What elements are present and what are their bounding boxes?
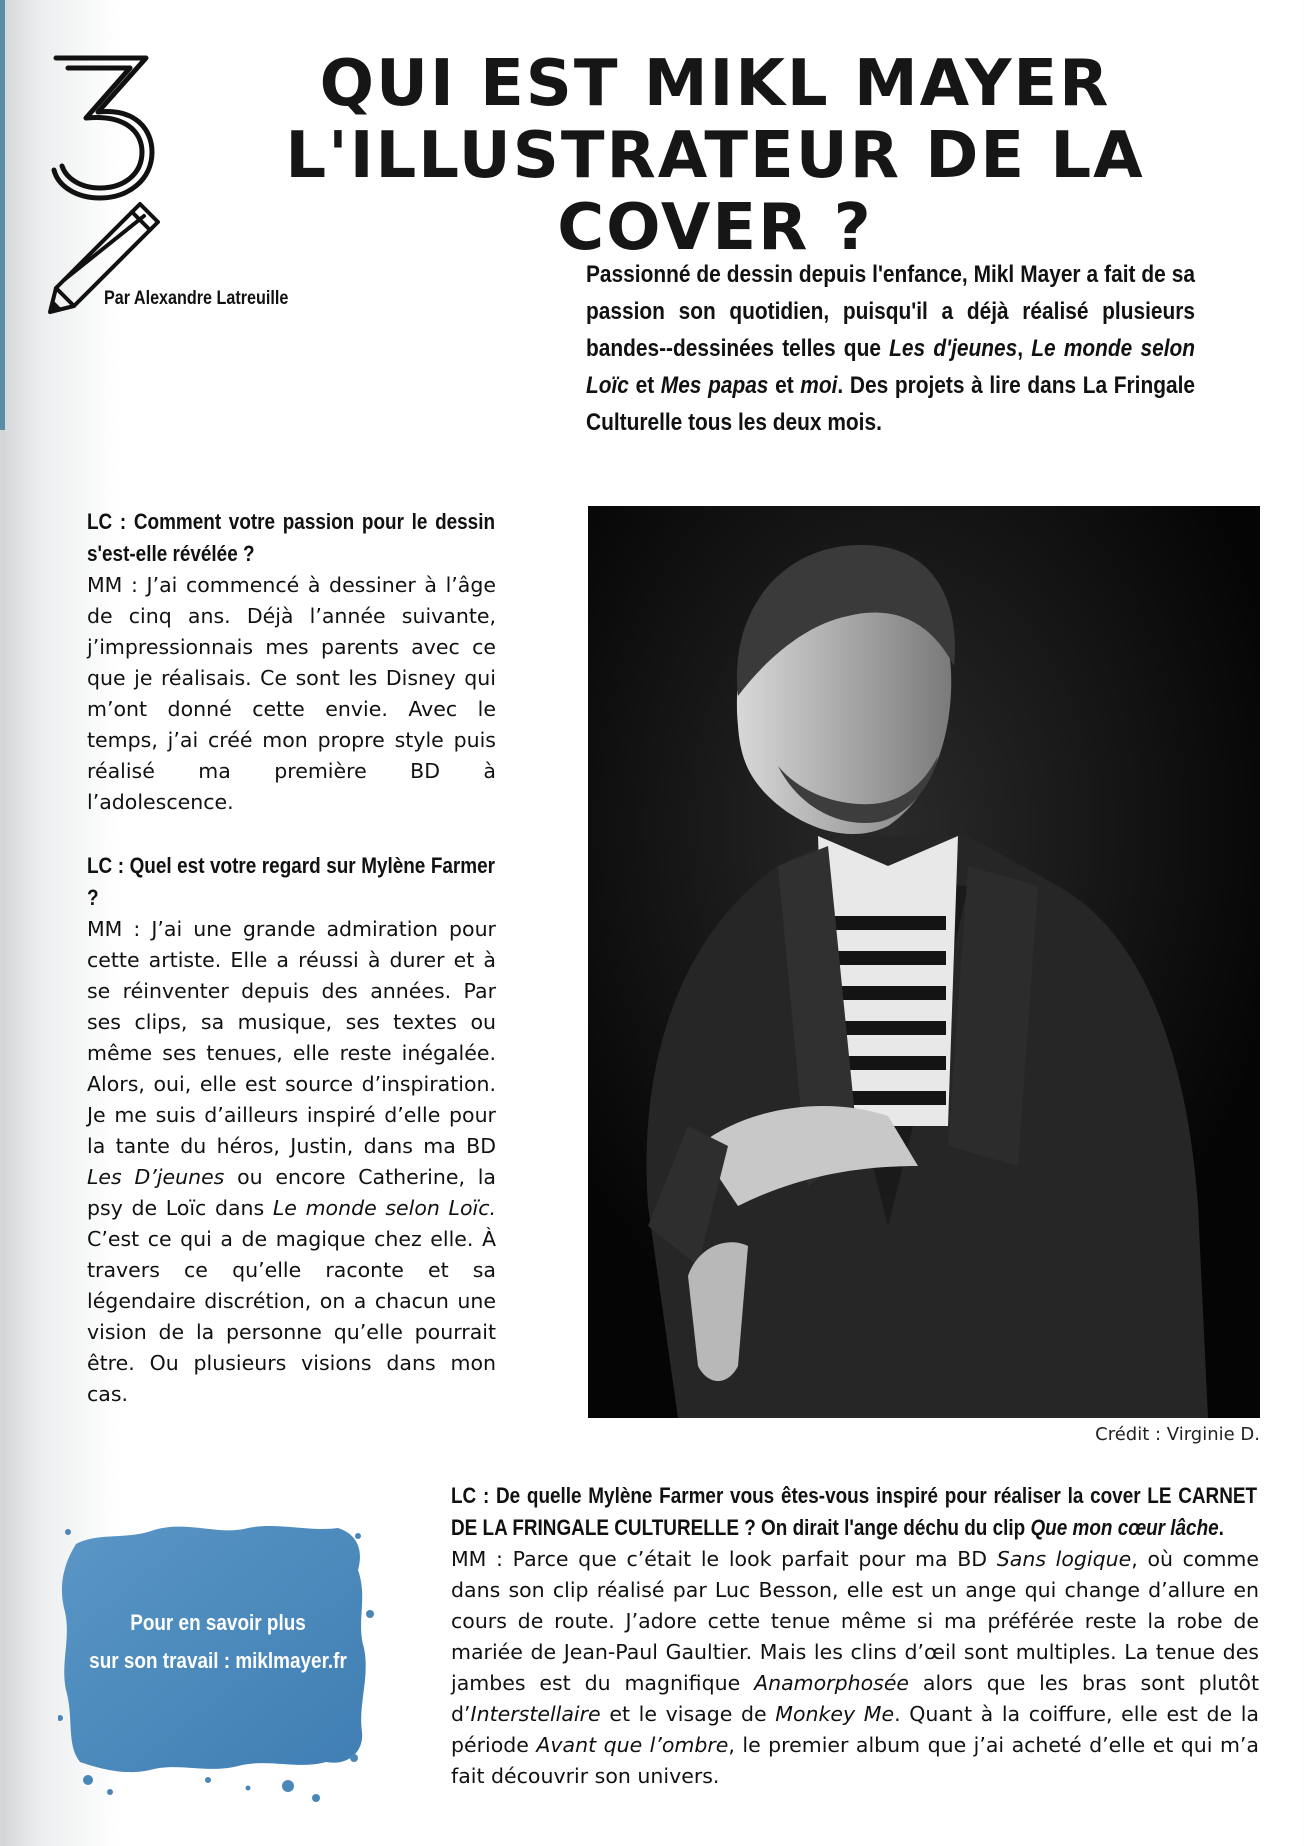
question-3-text [451, 1480, 1257, 1544]
answer-text: et le visage de [600, 1702, 776, 1726]
answer-title: Les D’jeunes [87, 1165, 225, 1189]
page-title [190, 48, 1240, 264]
portrait-photo [588, 506, 1260, 1418]
intro-text: . Des projets à lire dans La Fringale Culturelle tous les deux mois. [586, 372, 1195, 436]
interview-right-column [451, 1480, 1259, 1792]
intro-paragraph [586, 256, 1195, 441]
qa-block-2 [87, 850, 496, 1410]
title-line-1: QUI EST MIKL MAYER [319, 47, 1111, 121]
intro-title-le-monde-selon-loic: Le monde selon Loïc [586, 335, 1196, 399]
answer-text: ou encore Catherine, la psy de Loïc dans [87, 1165, 496, 1220]
answer-title: Sans logique [996, 1547, 1132, 1571]
photo-credit: Crédit : Virginie D. [1095, 1424, 1260, 1445]
answer-text: MM : Parce que c’était le look parfait pour ma BD [451, 1547, 997, 1571]
question-title: Que mon cœur lâche [1030, 1515, 1219, 1540]
answer-3 [451, 1544, 1259, 1792]
promo-line-1: Pour en savoir plus [130, 1610, 306, 1635]
answer-title: Anamorphosée [754, 1671, 910, 1695]
answer-title: Interstellaire [470, 1702, 601, 1726]
promo-text [58, 1604, 378, 1680]
answer-title: Monkey Me [775, 1702, 895, 1726]
answer-text: MM : J’ai une grande admiration pour cette artiste. Elle a réussi à durer et à se réinventer depuis des années. Par ses clips, sa musique, ses textes ou même ses tenues, elle reste inégalée. Alors, oui, elle est source d’inspiration. Je me suis d’ailleurs inspiré d’elle pour la tante du héros, Justin, dans ma BD [87, 917, 496, 1158]
question-text: LC : De quelle Mylène Farmer vous êtes-vous inspiré pour réaliser la cover LE CARNET DE LA FRINGALE CULTURELLE ? On dirait l'ange déchu du clip [451, 1483, 1258, 1540]
byline: Par Alexandre Latreuille [104, 288, 289, 309]
intro-sep: et [628, 372, 661, 399]
answer-2 [87, 914, 496, 1410]
answer-text: C’est ce qui a de magique chez elle. À travers ce qu’elle raconte et sa légendaire discrétion, on a chacun une vision de la personne qu’elle pourrait être. Ou plusieurs visions dans mon cas. [87, 1227, 496, 1406]
answer-text: alors que les bras sont plutôt d’ [451, 1671, 1259, 1726]
answer-1: MM : J’ai commencé à dessiner à l’âge de cinq ans. Déjà l’année suivante, j’impressionnais mes parents avec ce que je réalisais. Ce sont les Disney qui m’ont donné cette envie. Avec le temps, j’ai créé mon propre style puis réalisé ma première BD à l’adolescence. [87, 573, 496, 814]
intro-sep: et [768, 372, 801, 399]
answer-title: Avant que l’ombre [536, 1733, 729, 1757]
title-line-2: L'ILLUSTRATEUR DE LA COVER ? [285, 119, 1145, 265]
question-1 [87, 506, 496, 570]
interview-left-column [87, 506, 496, 1442]
answer-text: . Quant à la coiffure, elle est de la période [451, 1702, 1259, 1757]
question-1-text: LC : Comment votre passion pour le dessin s'est-elle révélée ? [87, 509, 496, 566]
answer-title: Le monde selon Loïc. [272, 1196, 496, 1220]
issue-number-three-icon [48, 52, 158, 202]
portrait-illustration [588, 506, 1260, 1418]
question-text: . [1218, 1515, 1224, 1540]
question-3 [451, 1480, 1259, 1544]
question-2 [87, 850, 496, 914]
edge-accent-bar [0, 0, 5, 430]
intro-title-mes-papas: Mes papas [660, 372, 769, 399]
intro-text: Passionné de dessin depuis l'enfance, Mikl Mayer a fait de sa passion son quotidien, puisqu'il a déjà réalisé plusieurs bandes--dessinées telles que [586, 261, 1195, 362]
intro-sep: , [1017, 335, 1032, 362]
intro-title-les-djeunes: Les d'jeunes [889, 335, 1018, 362]
answer-text: , où comme dans son clip réalisé par Luc Besson, elle est un ange qui change d’allure en cours de route. J’adore cette tenue même si ma préférée reste la robe de mariée de Jean-Paul Gaultier. Mais les clins d’œil sont multiples. La tenue des jambes est du magnifique [451, 1547, 1260, 1695]
promo-line-2[interactable]: sur son travail : miklmayer.fr [89, 1648, 347, 1673]
intro-title-moi: moi [800, 372, 838, 399]
question-2-text: LC : Quel est votre regard sur Mylène Farmer ? [87, 853, 496, 910]
answer-text: , le premier album que j’ai acheté d’elle et qui m’a fait découvrir son univers. [451, 1733, 1259, 1788]
qa-block-1 [87, 506, 496, 818]
